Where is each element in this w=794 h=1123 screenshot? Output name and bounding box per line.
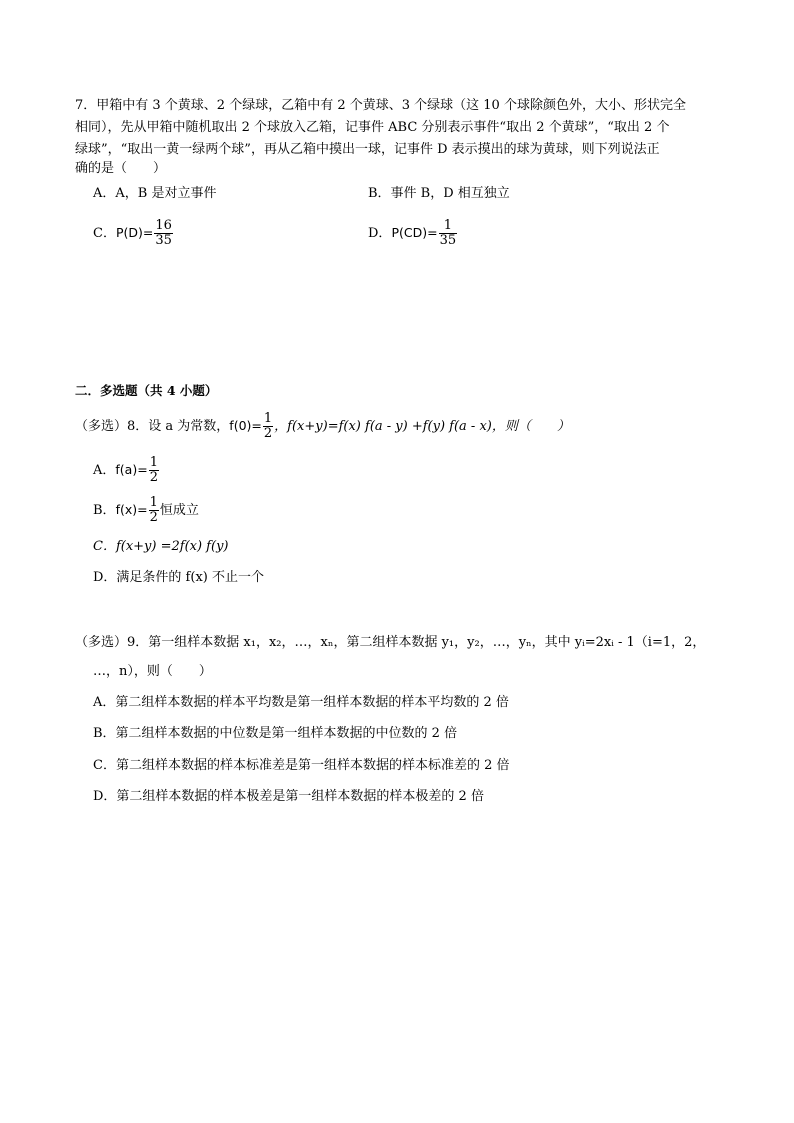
q7-option-d-fraction: [439, 219, 458, 248]
q8-option-d: D．满足条件的 f(x) 不止一个: [93, 570, 264, 585]
q8-f0-fraction: [263, 412, 273, 441]
q7-line-2: 相同），先从甲箱中随机取出 2 个球放入乙箱，记事件 ABC 分别表示事件“取出 2 个黄球”，“取出 2 个: [75, 120, 670, 135]
q8-option-a-label: A．: [93, 463, 116, 478]
section-title: 二．多选题（共 4 小题）: [75, 383, 218, 398]
q9-option-a: A．第二组样本数据的样本平均数是第一组样本数据的样本平均数的 2 倍: [93, 695, 509, 710]
fraction-numerator: 16: [155, 218, 172, 233]
fraction-numerator: 1: [439, 219, 458, 234]
q7-option-c-expr: P(D)=: [115, 225, 154, 240]
q8-option-a-expr: f(a)=: [115, 462, 148, 477]
q8-option-b-fraction: [149, 496, 159, 525]
q9-line-2: …，n），则（ ）: [93, 664, 212, 679]
fraction-denominator: 35: [439, 233, 457, 248]
q8-option-b-suffix: 恒成立: [159, 503, 199, 518]
q9-option-b: B．第二组样本数据的中位数是第一组样本数据的中位数的 2 倍: [93, 726, 458, 741]
q8-option-b-label: B．: [93, 503, 116, 518]
q7-option-c: [93, 216, 174, 251]
q7-line-3: 绿球”，“取出一黄一绿两个球”，再从乙箱中摸出一球，记事件 D 表示摸出的球为黄球，则下列说法正: [75, 142, 660, 157]
q9-line-1: （多选）9．第一组样本数据 x₁，x₂，…，xₙ，第二组样本数据 y₁，y₂，…，yₙ，其中 yᵢ=2xᵢ - 1（i=1，2，: [75, 635, 706, 650]
fraction-denominator: 2: [149, 510, 158, 525]
q8-option-a-fraction: [149, 456, 159, 485]
q7-option-c-fraction: [154, 219, 173, 248]
q8-stem: [75, 411, 570, 442]
q7-line-4: 确的是（ ）: [75, 161, 167, 176]
q7-option-d: [368, 216, 458, 251]
q7-option-c-label: C．: [93, 226, 116, 241]
q7-option-b: B．事件 B，D 相互独立: [368, 186, 510, 201]
q8-option-a: [93, 455, 160, 486]
fraction-numerator: 1: [149, 455, 158, 470]
q8-prefix: （多选）8．设 a 为常数，: [75, 419, 230, 434]
fraction-denominator: 2: [263, 426, 273, 441]
q7-line-1: 7．甲箱中有 3 个黄球、2 个绿球，乙箱中有 2 个黄球、3 个绿球（这 10 个球除颜色外，大小、形状完全: [75, 98, 686, 113]
q8-option-b: [93, 495, 199, 526]
q7-option-d-label: D．: [368, 226, 392, 241]
q8-f0-expr: f(0)=: [229, 418, 262, 433]
fraction-denominator: 2: [149, 470, 158, 485]
fraction-numerator: 1: [149, 495, 158, 510]
q7-option-d-expr: P(CD)=: [391, 225, 438, 240]
q7-option-a: A．A，B 是对立事件: [93, 186, 217, 201]
q8-option-b-expr: f(x)=: [115, 502, 148, 517]
fraction-numerator: 1: [263, 411, 273, 426]
q9-option-d: D．第二组样本数据的样本极差是第一组样本数据的样本极差的 2 倍: [93, 789, 484, 804]
q8-equation: ，f(x+y)=f(x) f(a - y) +f(y) f(a - x)，则（ ）: [274, 419, 570, 434]
fraction-denominator: 35: [155, 233, 172, 248]
q8-option-c: C．f(x+y) =2f(x) f(y): [93, 539, 229, 554]
q9-option-c: C．第二组样本数据的样本标准差是第一组样本数据的样本标准差的 2 倍: [93, 758, 510, 773]
